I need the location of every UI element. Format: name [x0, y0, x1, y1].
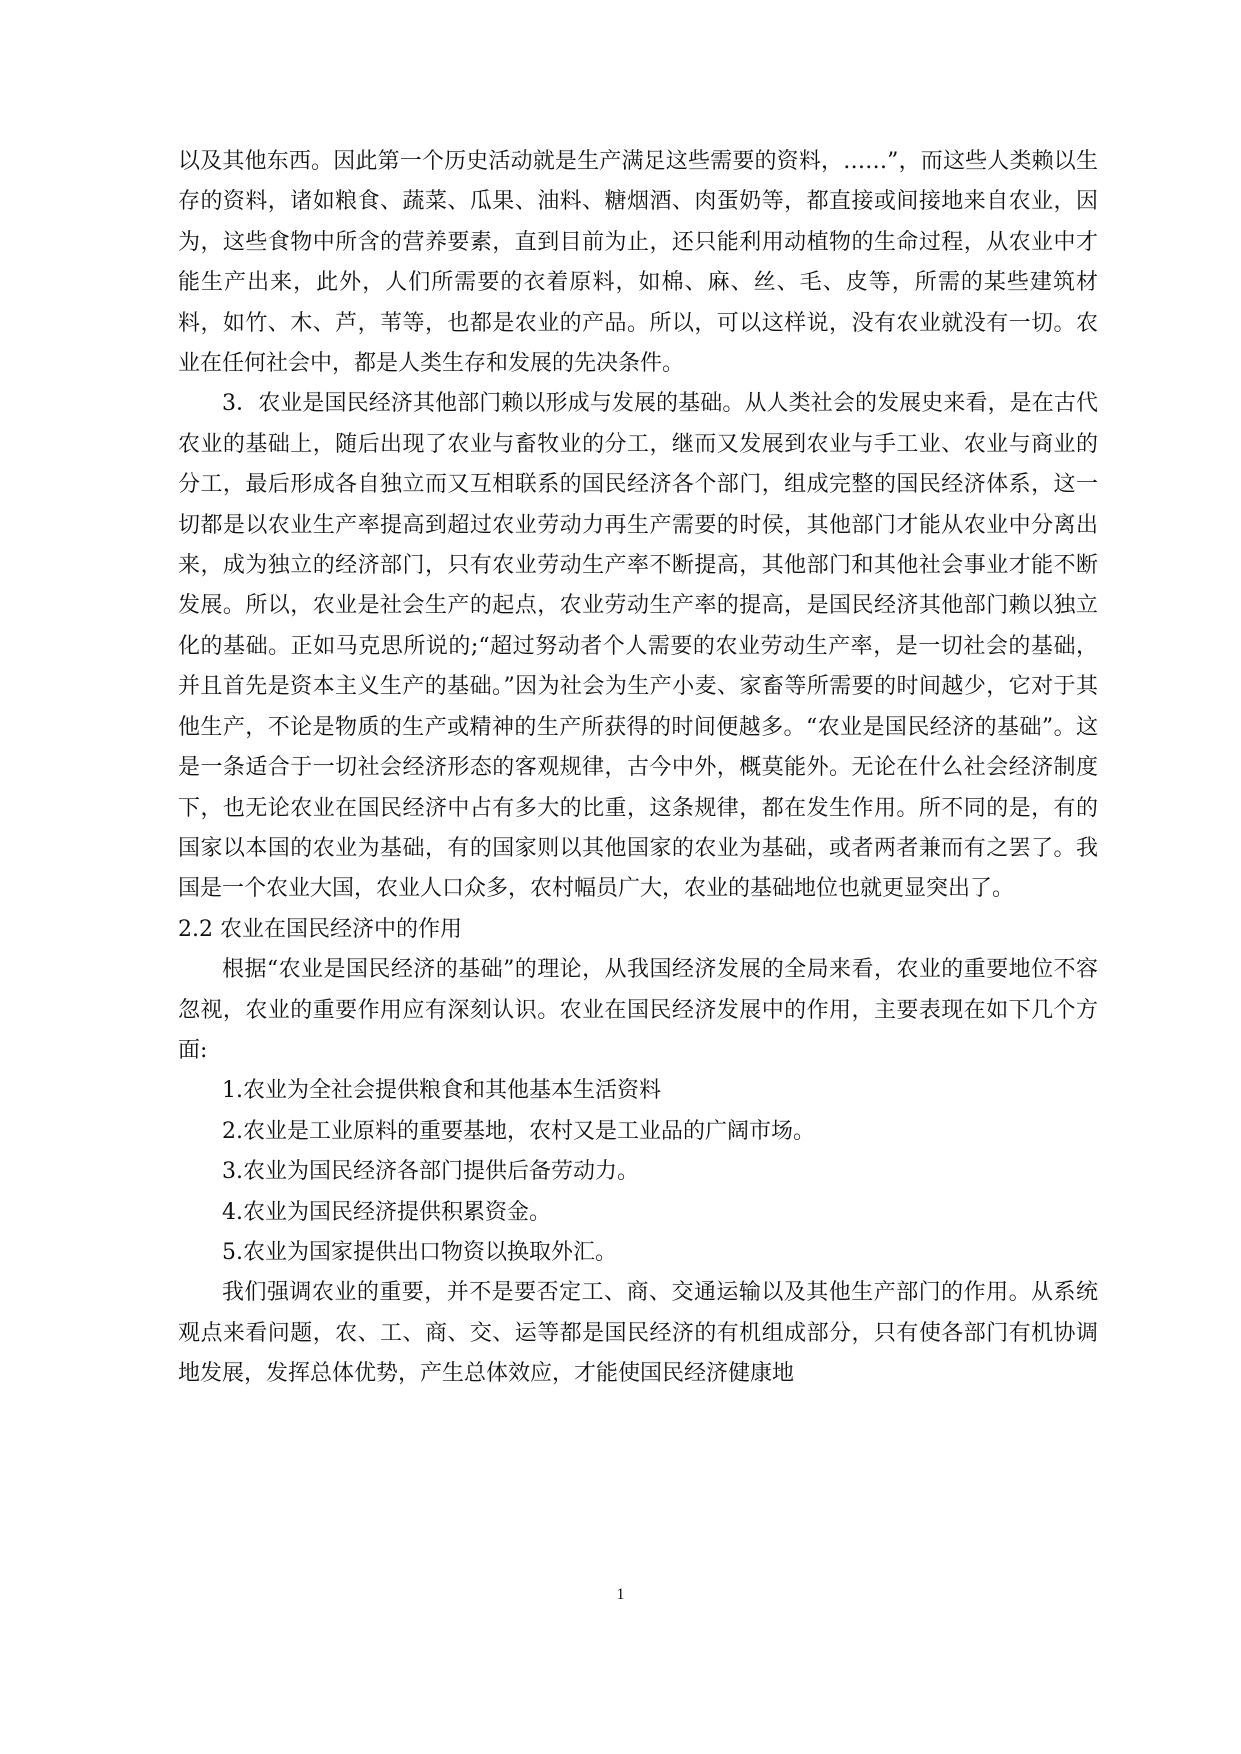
list-item: 1.农业为全社会提供粮食和其他基本生活资料	[222, 1078, 661, 1104]
paragraph-continuation: 以及其他东西。因此第一个历史活动就是生产满足这些需要的资料，……”，而这些人类赖以生存的资料，诸如粮食、蔬菜、瓜果、油料、糖烟酒、肉蛋奶等，都直接或间接地来自农业，因为，这些食物中所含的营养要素，直到目前为止，还只能利用动植物的生命过程，从农业中才能生产出来，此外，人们所需要的衣着原料，如棉、麻、丝、毛、皮等，所需的某些建筑材料，如竹、木、芦，苇等，也都是农业的产品。所以，可以这样说，没有农业就没有一切。农业在任何社会中，都是人类生存和发展的先决条件。	[178, 149, 1098, 377]
role-list	[178, 1071, 1098, 1273]
paragraph-point-3: 3．农业是国民经济其他部门赖以形成与发展的基础。从人类社会的发展史来看，是在古代农业的基础上，随后出现了农业与畜牧业的分工，继而又发展到农业与手工业、农业与商业的分工，最后形成各自独立而又互相联系的国民经济各个部门，组成完整的国民经济体系，这一切都是以农业生产率提高到超过农业劳动力再生产需要的时侯，其他部门才能从农业中分离出来，成为独立的经济部门，只有农业劳动生产率不断提高，其他部门和其他社会事业才能不断发展。所以，农业是社会生产的起点，农业劳动生产率的提高，是国民经济其他部门赖以独立化的基础。正如马克思所说的;“超过努动者个人需要的农业劳动生产率，是一切社会的基础，并且首先是资本主义生产的基础。”因为社会为生产小麦、家畜等所需要的时间越少，它对于其他生产，不论是物质的生产或精神的生产所获得的时间便越多。“农业是国民经济的基础”。这是一条适合于一切社会经济形态的客观规律，古今中外，概莫能外。无论在什么社会经济制度下，也无论农业在国民经济中占有多大的比重，这条规律，都在发生作用。所不同的是，有的国家以本国的农业为基础，有的国家则以其他国家的农业为基础，或者两者兼而有之罢了。我国是一个农业大国，农业人口众多，农村幅员广大，农业的基础地位也就更显突出了。	[178, 391, 1098, 902]
list-item: 3.农业为国民经济各部门提供后备劳动力。	[222, 1159, 639, 1185]
list-item: 2.农业是工业原料的重要基地，农村又是工业品的广阔市场。	[222, 1118, 815, 1144]
section-heading: 2.2 农业在国民经济中的作用	[178, 916, 462, 942]
list-item: 4.农业为国民经济提供积累资金。	[222, 1199, 551, 1225]
list-item: 5.农业为国家提供出口物资以换取外汇。	[222, 1239, 617, 1265]
document-body	[178, 142, 1098, 1395]
page-number: 1	[616, 1586, 625, 1603]
paragraph-closing: 我们强调农业的重要，并不是要否定工、商、交通运输以及其他生产部门的作用。从系统观点来看问题，农、工、商、交、运等都是国民经济的有机组成部分，只有使各部门有机协调地发展，发挥总体优势，产生总体效应，才能使国民经济健康地	[178, 1280, 1098, 1387]
paragraph-intro: 根据“农业是国民经济的基础”的理论，从我国经济发展的全局来看，农业的重要地位不容忽视，农业的重要作用应有深刻认识。农业在国民经济发展中的作用，主要表现在如下几个方面:	[178, 957, 1098, 1063]
